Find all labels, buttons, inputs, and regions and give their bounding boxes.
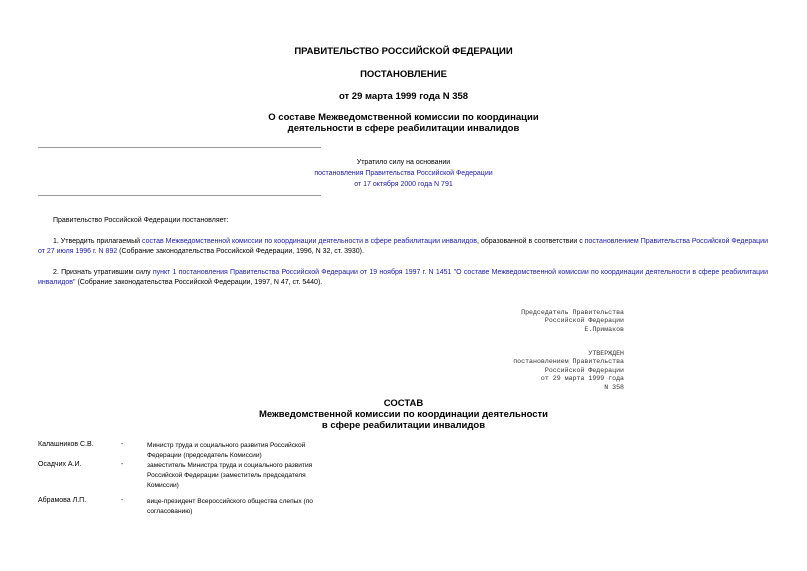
- resolution-1451-title-link[interactable]: "О составе Межведомственной комиссии по координации деятельности в сфере реабилитации инвалидов": [38, 269, 768, 287]
- approved-line-5: N 358: [604, 383, 624, 391]
- composition-subtitle-line-2: в сфере реабилитации инвалидов: [321, 420, 486, 431]
- paragraph-1-text: 1. Утвердить прилагаемый: [53, 238, 142, 245]
- paragraph-2-text: 2. Признать утратившим силу: [53, 269, 153, 276]
- repeal-notice-link-line-2[interactable]: от 17 октября 2000 года N 791: [354, 181, 453, 188]
- document-title-line-1: О составе Межведомственной комиссии по координации: [268, 112, 539, 123]
- document-type: ПОСТАНОВЛЕНИЕ: [360, 69, 447, 80]
- paragraph-1: [38, 237, 768, 257]
- document-title-line-2: деятельности в сфере реабилитации инвалидов: [287, 123, 520, 134]
- composition-subtitle-line-1: Межведомственной комиссии по координации деятельности: [258, 409, 549, 420]
- paragraph-2: [38, 268, 768, 288]
- signature-position: Председатель Правительства: [521, 309, 624, 316]
- paragraph-2-tail: (Собрание законодательства Российской Федерации, 1997, N 47, ст. 5440).: [75, 279, 323, 287]
- composition-link[interactable]: состав Межведомственной комиссии по координации деятельности в сфере реабилитации инвалидов: [142, 238, 477, 245]
- member-role: вице-президент Всероссийского общества слепых (по согласованию): [147, 498, 313, 516]
- repeal-notice-link-line-1[interactable]: постановления Правительства Российской Федерации: [314, 170, 493, 177]
- paragraph-1-tail: (Собрание законодательства Российской Федерации, 1996, N 32, ст. 3930).: [117, 248, 364, 256]
- approved-line-3: Российской Федерации: [544, 366, 624, 374]
- point-1-resolution-1451-link[interactable]: пункт 1 постановления Правительства Российской Федерации от 19 ноября 1997 г. N 1451: [152, 269, 452, 276]
- divider-bottom: [38, 195, 321, 196]
- signature-block: [430, 309, 624, 334]
- member-role: заместитель Министра труда и социального развития Российской Федерации (заместитель председателя Комиссии): [147, 462, 313, 490]
- approved-line-4: от 29 марта 1999 года: [540, 375, 624, 383]
- member-dash: -: [121, 461, 124, 468]
- member-dash: -: [121, 497, 124, 504]
- government-heading: ПРАВИТЕЛЬСТВО РОССИЙСКОЙ ФЕДЕРАЦИИ: [294, 46, 513, 57]
- signature-country: Российской Федерации: [544, 317, 624, 325]
- member-name: Осадчих А.И.: [38, 461, 82, 468]
- signature-name: Е.Примаков: [584, 325, 624, 333]
- member-name: Абрамова Л.П.: [38, 497, 87, 504]
- approved-title: УТВЕРЖДЕН: [588, 350, 624, 357]
- member-dash: -: [121, 441, 124, 448]
- composition-heading: СОСТАВ: [383, 398, 424, 409]
- approved-block: [430, 350, 624, 392]
- repeal-notice-line-1: Утратило силу на основании: [356, 159, 451, 166]
- member-name: Калашников С.В.: [38, 441, 94, 448]
- approved-line-2: постановлением Правительства: [513, 358, 624, 366]
- intro-paragraph: Правительство Российской Федерации постановляет:: [53, 217, 229, 224]
- divider-top: [38, 147, 321, 148]
- resolution-892-link[interactable]: постановлением Правительства Российской Федерации от 27 июля 1996 г. N 892: [38, 238, 768, 256]
- paragraph-1-mid: , образованной в соответствии с: [476, 238, 585, 245]
- document-date: от 29 марта 1999 года N 358: [338, 91, 469, 102]
- member-role: Министр труда и социального развития Российской Федерации (председатель Комиссии): [147, 442, 306, 460]
